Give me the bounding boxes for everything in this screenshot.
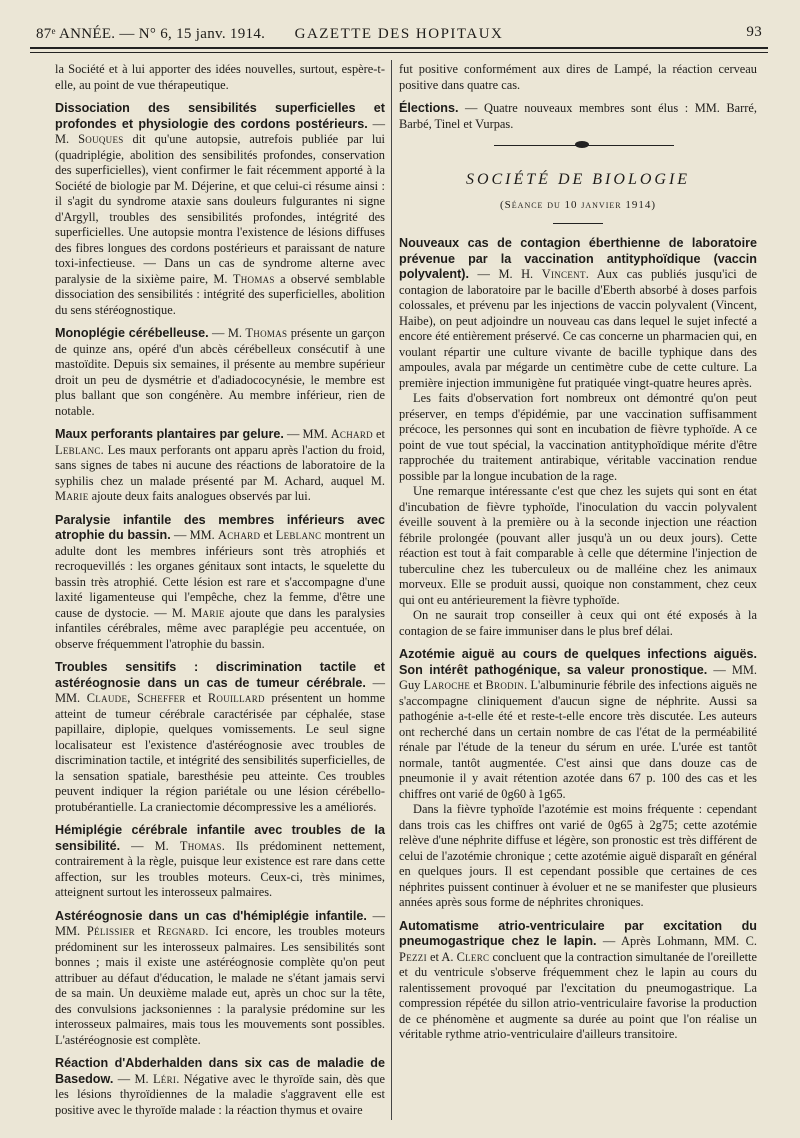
- page-header: [36, 22, 762, 50]
- article-title: Astéréognosie dans un cas d'hémiplégie infantile.: [55, 908, 367, 923]
- paragraph: Une remarque intéressante c'est que chez les sujets qui sont en état d'incubation de fièvre typhoïde, l'inoculation du vaccin polyvalent éveille souvent à la première ou à la seconde injection une réaction fébrile prolongée (pouvant aller jusqu'à un ou deux jours). Cette réaction est tout à fait comparable à celle que détermine l'injection de tuberculine chez les tuberculeux ou de malléine chez les animaux morveux. Elle se produit aussi, quoique non constamment, chez ceux qui ont eu antérieurement la fièvre typhoïde.: [399, 484, 757, 607]
- article-paralysie-infantile: Paralysie infantile des membres inférieurs avec atrophie du bassin. — MM. Achard et Leblanc montrent un adulte dont les membres inférieurs sont très atrophiés et recroquevillés : les organes génitaux sont intacts, le squelette du bassin très atrophié. Cette lésion est rare et s'accompagne d'une laxité ligamenteuse qui l'empêche, chez la femme, d'être une cause de dystocie. — M. Marie ajoute que dans les paralysies infantiles cérébrales, même avec paraplégie peu accentuée, on observe fréquemment l'atrophie du bassin.: [55, 512, 385, 651]
- header-rule-thick: [30, 47, 768, 49]
- article-astereognosie: Astéréognosie dans un cas d'hémiplégie infantile. — MM. Pélissier et Regnard. Ici encore, les troubles moteurs prédominent sur les interosseux palmaires. Les sensibilités sont bonnes ; mais il existe une astéréognosie complète qu'on peut attribuer au défaut d'éducation, le malade ne s'étant jamais servi de sa main. Un deuxième malade eut, après un choc sur la tête, des convulsions jacksoniennes : la paralysie prédomine sur les interosseux palmaires, mais tous les mouvements sont possibles. L'astéréognosie est complète.: [55, 908, 385, 1047]
- author-name: Rouillard: [207, 691, 265, 705]
- author-name: Brodin: [485, 678, 525, 692]
- short-rule: [553, 223, 603, 224]
- author-name: Souques: [78, 132, 124, 146]
- author-name: Achard: [330, 427, 373, 441]
- article-title: Nouveaux cas de contagion éberthienne de laboratoire prévenue par la vaccination antityphoïdique (vaccin polyvalent).: [399, 236, 757, 281]
- right-column: [399, 62, 757, 1043]
- author-name: Léri: [152, 1071, 177, 1086]
- author-name: Thomas: [245, 326, 288, 340]
- article-title: Automatisme atrio-ventriculaire par excitation du pneumogastrique chez le lapin.: [399, 918, 757, 948]
- author-name: Marie: [55, 489, 89, 503]
- issue-info: 87ᵉ ANNÉE. — N° 6, 15 janv. 1914.: [36, 26, 266, 42]
- author-name: Laroche: [423, 678, 471, 692]
- author-name: Pélissier: [86, 924, 135, 938]
- author-name: Marie: [191, 605, 225, 620]
- article-title: Monoplégie cérébelleuse.: [55, 326, 209, 340]
- left-intro: la Société et à lui apporter des idées nouvelles, surtout, espère-t-elle, au point de vue thérapeutique.: [55, 62, 385, 92]
- article-azotemie: Azotémie aiguë au cours de quelques infections aiguës. Son intérêt pathogénique, sa valeur pronostique. — MM. Guy Laroche et Brodin. L'albuminurie fébrile des infections aiguës ne s'accompagne cliniquement d'aucun signe de néphrite. Aussi sa pathogénie a-t-elle été et reste-t-elle encore très discutée. Les auteurs ont recherché dans un certain nombre de cas l'état de la perméabilité rénale par l'étude de la teneur du sérum en urée. L'urée est tantôt normale, tantôt augmentée. C'est ainsi que dans douze cas de pneumonie il y avait rétention azotée dans 67 p. 100 des cas et les chiffres ont varié de 0g60 à 1g65.: [399, 647, 758, 801]
- article-contagion: Nouveaux cas de contagion éberthienne de laboratoire prévenue par la vaccination antityphoïdique (vaccin polyvalent). — M. H. Vincent. Aux cas publiés jusqu'ici de contagion de laboratoire par le bacille d'Eberth absorbé à doses parfois colossales, et prévenu par les injections de vaccin polyvalent (Vincent, Haibe), on peut adjoindre un nouveau cas dans lequel le sujet infecté a encore été entièrement préservé. Ce cas concerne un pharmacien qui, en voulant répartir une culture vivante de bacille typhique dans des ampoules, avala par mégarde un centimètre cube de cette culture. La première injection immunigène fut pratiquée vingt-quatre heures après.: [399, 236, 757, 390]
- paragraph: Les faits d'observation fort nombreux ont démontré qu'on peut préserver, en temps d'épidémie, par une vaccination suffisamment précoce, les personnes qui sont en incubation de fièvre typhoïde. A ce point de vue tout spécial, la vaccination antityphoïdique mérite d'être rapprochée du traitement antirabique, véritable vaccination rendue possible par la longue incubation de la rage.: [399, 391, 757, 483]
- article-title: Troubles sensitifs : discrimination tactile et astéréognosie dans un cas de tumeur cérébrale.: [55, 660, 385, 690]
- session-date: (Séance du 10 janvier 1914): [500, 198, 656, 211]
- article-title: Hémiplégie cérébrale infantile avec troubles de la sensibilité.: [55, 823, 385, 853]
- author-name: Thomas: [232, 271, 275, 286]
- article-automatisme: Automatisme atrio-ventriculaire par excitation du pneumogastrique chez le lapin. — Après Lohmann, MM. C. Pezzi et A. Clerc concluent que la contraction simultanée de l'oreillette et du ventricule s'observe fréquemment chez le lapin au cours du ralentissement provoqué par l'excitation du pneumogastrique. La compression répétée du sillon atrio-ventriculaire favorise la production de ce phénomène et augmente sa durée au point que l'on réalise un véritable rythme atrio-ventriculaire d'ailleurs transitoire.: [399, 918, 757, 1041]
- author-name: Clerc: [456, 949, 490, 964]
- column-divider: [391, 60, 392, 1120]
- author-name: Leblanc: [55, 442, 101, 457]
- society-heading: SOCIÉTÉ DE BIOLOGIE: [465, 171, 691, 188]
- article-title: Réaction d'Abderhalden dans six cas de maladie de Basedow.: [55, 1056, 385, 1086]
- page-number: 93: [746, 24, 762, 40]
- article-dissociation: Dissociation des sensibilités superficielles et profondes et physiologie des cordons postérieurs. — M. Souques dit qu'une autopsie, autrefois publiée par lui (quadriplégie, abolition des sensibilités profondes, conservation des superficielles), vient confirmer le fait récemment apporté à la Société de biologie par M. Déjerine, et que celui-ci résume ainsi : il s'agit du syndrome ataxie sans douleurs fulgurantes ni signe d'Argyll, troubles des sensibilités profondes, intégrité des superficielles. Une autopsie montra l'existence de lésions diffuses des fibres longues des cordons postérieurs et paraissant de nature toxi-infectieuse. — Dans un cas de syndrome alterne avec paralysie de la sixième paire, M. Thomas a observé semblable dissociation des sensibilités : intégrité des superficielles, abolition du sens stéréognostique.: [55, 101, 385, 317]
- author-name: Regnard: [157, 924, 206, 938]
- section-ornament: [399, 140, 757, 150]
- article-hemiplegie: Hémiplégie cérébrale infantile avec troubles de la sensibilité. — M. Thomas. Ils prédominent nettement, contrairement à la règle, puisque leur existence est rare dans cette affection, sur les troubles moteurs. Ceux-ci, très minimes, atteignent surtout les interosseux palmaires.: [55, 823, 385, 899]
- article-maux-perforants: Maux perforants plantaires par gelure. — MM. Achard et Leblanc. Les maux perforants ont apparu après l'action du froid, sans signes de tabes ni aucune des réactions de laboratoire de la syphilis chez un malade présenté par M. Achard, auquel M. Marie ajoute deux faits analogues observés par lui.: [55, 427, 385, 503]
- article-title: Azotémie aiguë au cours de quelques infections aiguës. Son intérêt pathogénique, sa valeur pronostique.: [399, 647, 757, 677]
- article-elections: Élections. — Quatre nouveaux membres sont élus : MM. Barré, Barbé, Tinel et Vurpas.: [399, 101, 757, 131]
- author-name: Claude: [86, 691, 128, 705]
- author-name: Scheffer: [136, 691, 186, 705]
- author-name: Achard: [218, 528, 261, 542]
- article-title: Maux perforants plantaires par gelure.: [55, 427, 284, 441]
- right-intro: fut positive conformément aux dires de Lampé, la réaction cerveau positive dans quatre cas.: [399, 62, 757, 92]
- author-name: Leblanc: [275, 528, 322, 542]
- article-title: Dissociation des sensibilités superficielles et profondes et physiologie des cordons postérieurs.: [55, 101, 385, 131]
- article-abderhalden: Réaction d'Abderhalden dans six cas de maladie de Basedow. — M. Léri. Négative avec le thyroïde sain, dès que les lésions thyroïdiennes de la maladie s'aggravent elle est positive avec le thyroïde malade : la réaction thymus et ovaire: [55, 1056, 385, 1117]
- left-column: [55, 62, 385, 1118]
- author-name: Vincent: [541, 267, 586, 281]
- author-name: Pezzi: [399, 949, 427, 964]
- paragraph: On ne saurait trop conseiller à ceux qui ont été exposés à la contagion de se faire immuniser dans le plus bref délai.: [399, 608, 757, 638]
- journal-title: GAZETTE DES HOPITAUX: [294, 26, 504, 42]
- author-name: Thomas: [179, 838, 222, 853]
- article-title: Paralysie infantile des membres inférieurs avec atrophie du bassin.: [55, 512, 385, 542]
- article-troubles-sensitifs: Troubles sensitifs : discrimination tactile et astéréognosie dans un cas de tumeur cérébrale. — MM. Claude, Scheffer et Rouillard présentent un homme atteint de tumeur cérébrale caractérisée par céphalée, stase papillaire, diplopie, quelques vomissements. Le seul signe localisateur est l'existence d'astéréognosie avec troubles de discrimination tactile, et intégrité des sensibilités superficielles, de la sensation spatiale, baresthésie peu atteinte. Ces troubles peuvent indiquer la région pariétale ou une lésion cérébello-protubérantielle. La craniectomie décompressive les a améliorés.: [55, 660, 385, 814]
- article-monoplegie: Monoplégie cérébelleuse. — M. Thomas présente un garçon de quinze ans, opéré d'un abcès cérébelleux consécutif à une mastoïdite. Depuis six semaines, il présente au membre supérieur droit un peu de dysmétrie et d'adiadococynésie, le membre est plus ballant que son congénère. Au membre inférieur, rien de notable.: [55, 326, 385, 418]
- article-title: Élections.: [399, 101, 459, 115]
- paragraph: Dans la fièvre typhoïde l'azotémie est moins fréquente : cependant dans trois cas les chiffres ont varié de 0g65 à 2g75; cette azotémie relève d'une néphrite diffuse et légère, son pronostic est très différent de celui de l'azotémie chronique ; cette azotémie aiguë disparaît en général en quelques jours. Il est cependant possible que certaines de ces néphrites puissent continuer à évoluer et ne se manifester que plusieurs années après sous forme de néphrites chroniques.: [399, 802, 757, 909]
- header-rule-thin: [30, 52, 768, 53]
